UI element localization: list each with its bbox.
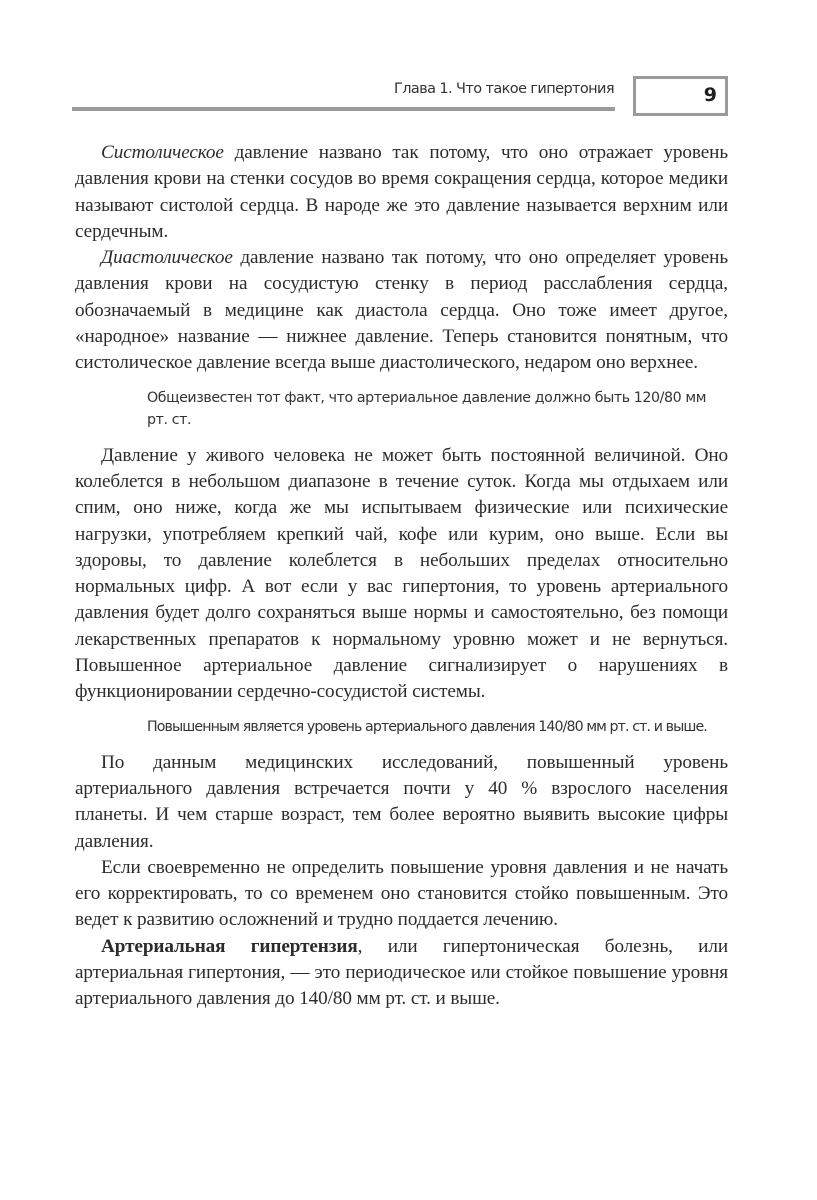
page-number: 9 <box>703 84 717 106</box>
paragraph-text: Если своевременно не определить повышение уровня давления и не начать его корректировать, то со временем оно становится стойко повышенным. Это ведет к развитию осложнений и трудно поддается лечению. <box>75 856 728 931</box>
paragraph-definition <box>75 934 728 1013</box>
term-diastolic: Диастолическое <box>101 247 233 269</box>
paragraph-text: давление названо так потому, что оно отражает уровень давления крови на стенки сосудов во время сокращения сердца, которое медики называют систолой сердца. В народе же это давление называется верхним или сердечным. <box>75 142 728 242</box>
page-content <box>75 140 728 1013</box>
paragraph-pressure-variation <box>75 443 728 706</box>
note-high-pressure: Повышенным является уровень артериального давления 140/80 мм рт. ст. и выше. <box>147 718 707 735</box>
page-number-box <box>633 76 728 116</box>
paragraph-diastolic <box>75 245 728 376</box>
header-rule <box>72 107 615 111</box>
term-arterial-hypertension: Артериальная гипертензия <box>101 935 358 957</box>
paragraph-text: давление названо так потому, что оно определяет уровень давления крови на сосудистую стенку в период расслабления сердца, обозначаемый в медицине как диастола сердца. Оно тоже имеет другое, «народное» название — нижнее давление. Теперь становится понятным, что систолическое давление всегда выше диастолического, недаром оно верхнее. <box>75 247 728 374</box>
paragraph-text: , или гипертоническая болезнь, или артериальная гипертония, — это периодическое или стойкое повышение уровня артериального давления до 140/80 мм рт. ст. и выше. <box>75 935 728 1010</box>
paragraph-statistics <box>75 750 728 855</box>
paragraph-systolic <box>75 140 728 245</box>
page-header <box>72 76 728 116</box>
term-systolic: Систолическое <box>101 142 224 163</box>
running-title: Глава 1. Что такое гипертония <box>393 81 614 97</box>
paragraph-complications <box>75 855 728 934</box>
note-normal-pressure: Общеизвестен тот факт, что артериальное давление должно быть 120/80 мм рт. ст. <box>147 389 707 428</box>
paragraph-text: По данным медицинских исследований, повышенный уровень артериального давления встречается почти у 40 % взрослого населения планеты. И чем старше возраст, тем более вероятно выявить высокие цифры давления. <box>75 751 728 852</box>
paragraph-text: Давление у живого человека не может быть постоянной величиной. Оно колеблется в небольшом диапазоне в течение суток. Когда мы отдыхаем или спим, оно ниже, когда же мы испытываем физические или психические нагрузки, употребляем крепкий чай, кофе или курим, оно выше. Если вы здоровы, то давление колеблется в небольших пределах относительно нормальных цифр. А вот если у вас гипертония, то уровень артериального давления будет долго сохраняться выше нормы и самостоятельно, без помощи лекарственных препаратов к нормальному уровню может и не вернуться. Повышенное артериальное давление сигнализирует о нарушениях в функционировании сердечно-сосудистой системы. <box>75 444 728 703</box>
